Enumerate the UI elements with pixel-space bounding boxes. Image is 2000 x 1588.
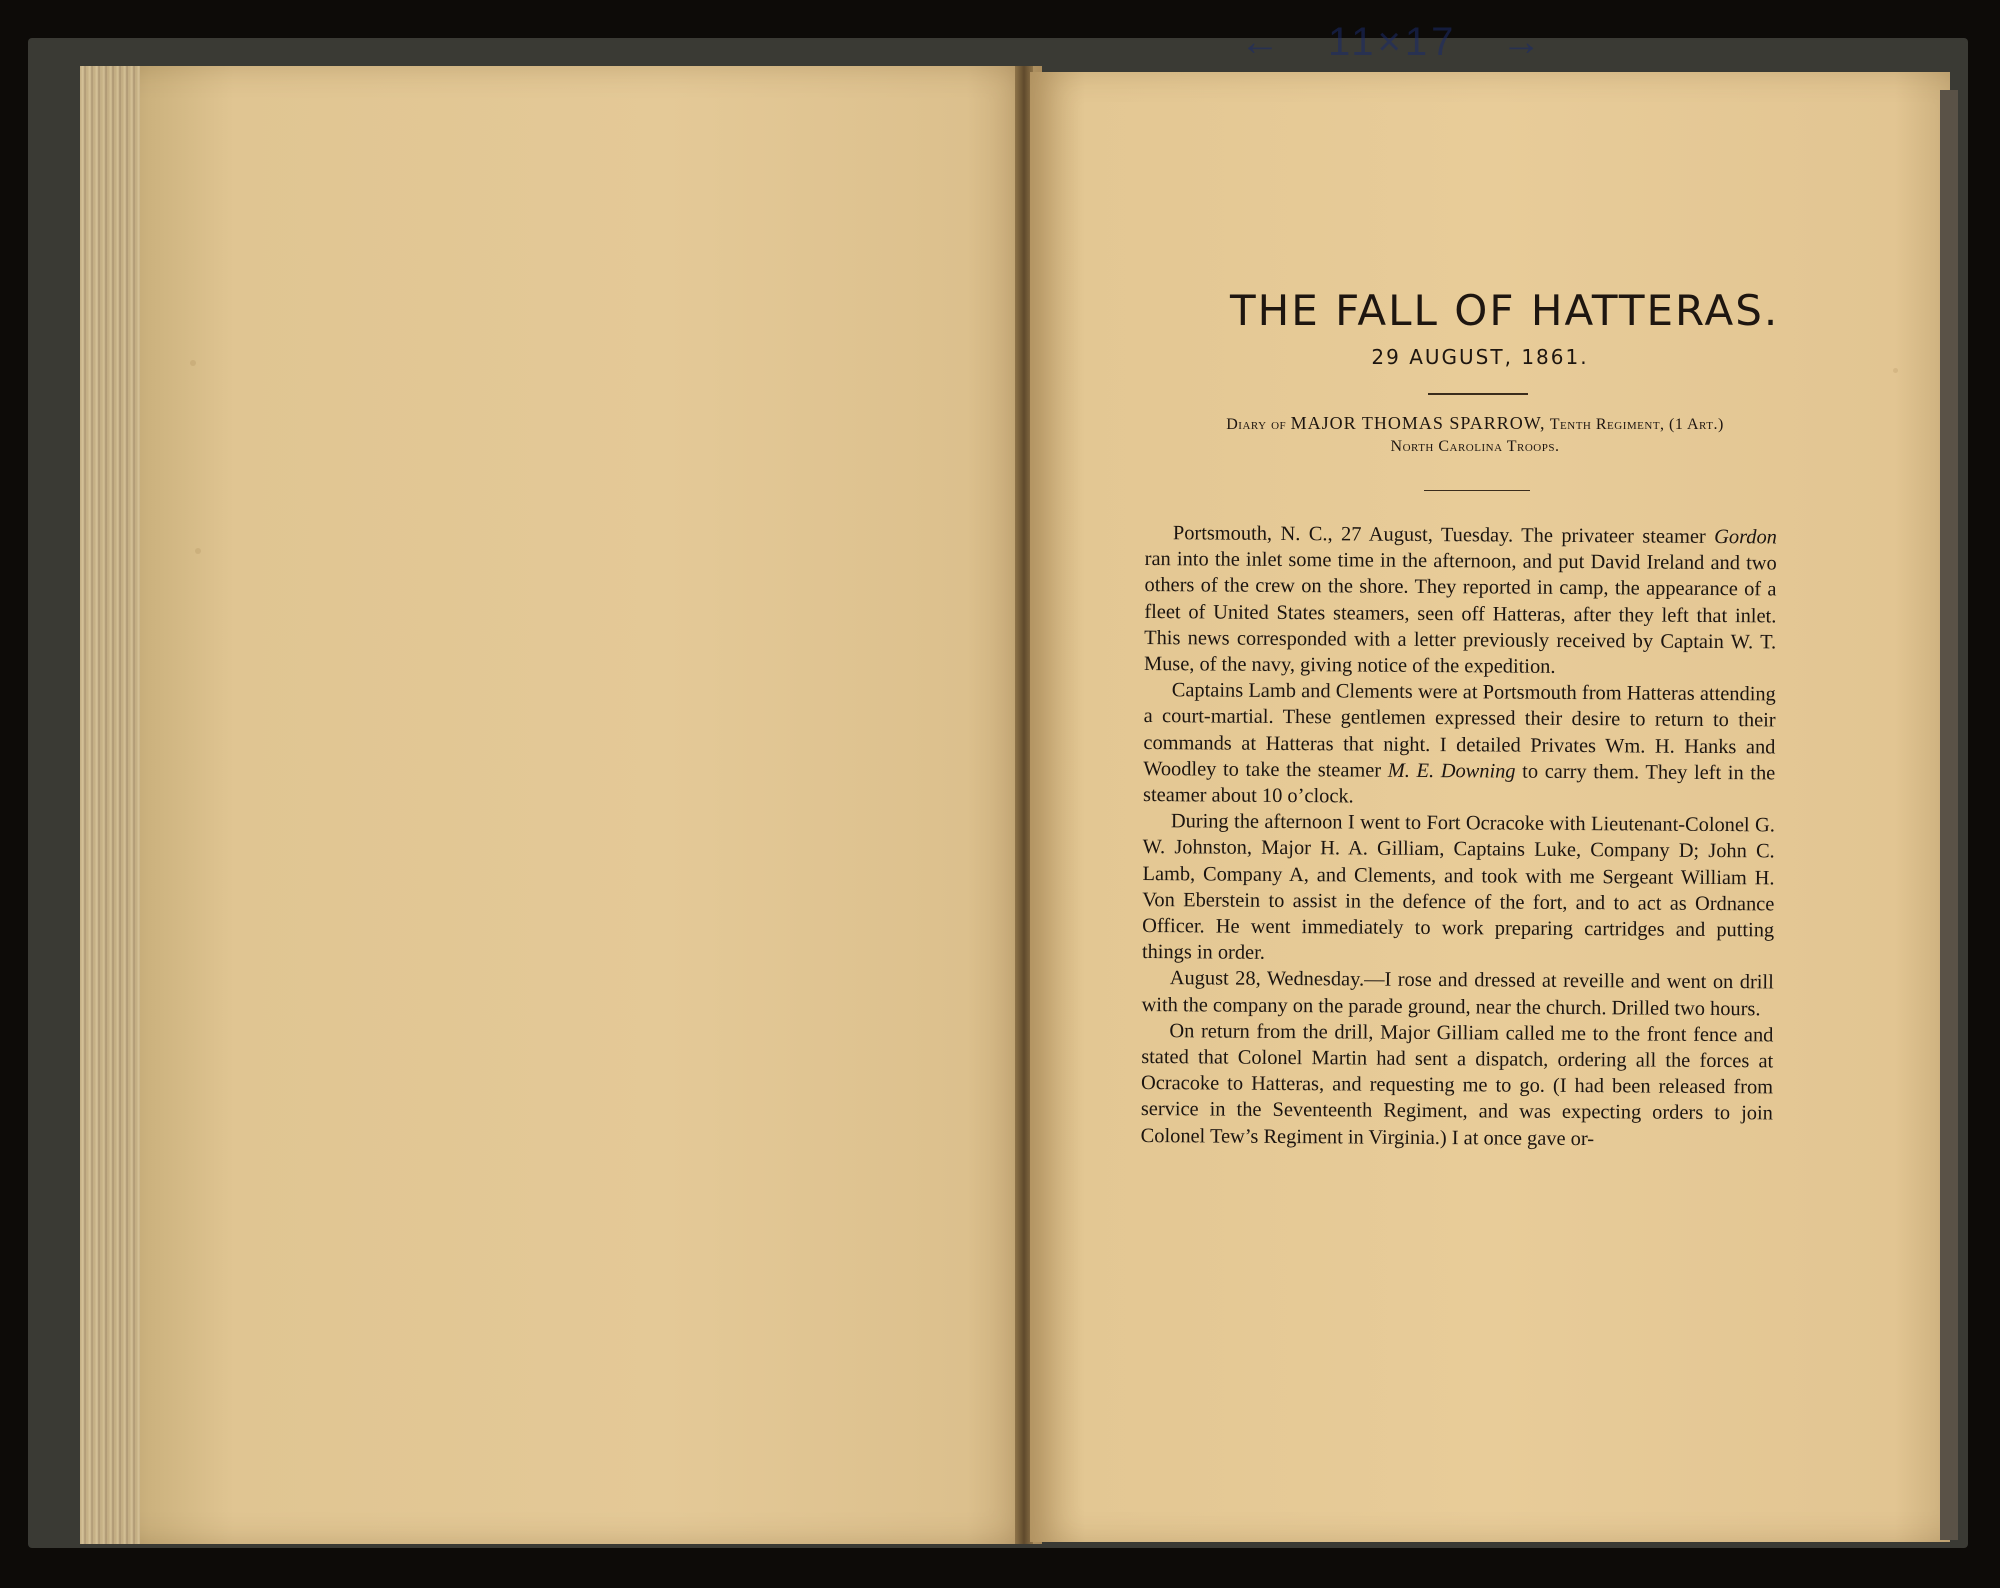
title-rule [1428,393,1528,395]
left-arrow-icon: ← [1240,20,1284,64]
right-arrow-icon: → [1501,20,1546,64]
subhead-prefix: Diary of [1226,416,1287,433]
subhead-regiment: Tenth Regiment, (1 Art.) [1549,416,1724,433]
diary-paragraph: Portsmouth, N. C., 27 August, Tuesday. The privateer steamer Gordon ran into the inlet some time in the afternoon, and put David Ireland and two others of the crew on the shore. They reported in camp, the appearance of a fleet of United States steamers, seen off Hatteras, after they left that inlet. This news corresponded with a letter previously received by Captain W. T. Muse, of the navy, giving notice of the expedition. [1143,522,1777,678]
diary-paragraph: August 28, Wednesday.—I rose and dressed at reveille and went on drill with the company on the parade ground, near the church. Drilled two hours. [1141,967,1774,1020]
subhead-troops: North Carolina Troops. [1390,438,1560,455]
diary-paragraph: During the afternoon I went to Fort Ocracoke with Lieutenant-Colonel G. W. Johnston, Major H. A. Gilliam, Captains Luke, Company D; John C. Lamb, Company A, and Clements, and took with me Sergeant William H. Von Eberstein to assist in the defence of the fort, and to act as Ordnance Officer. He went immediately to work preparing cartridges and putting things in order. [1141,810,1775,965]
title-date: 29 AUGUST, 1861. [1371,345,1589,369]
paper-speck [1893,368,1898,373]
right-cover-edge [1940,90,1958,1540]
diary-paragraph: Captains Lamb and Clements were at Portsmouth from Hatteras attending a court-martial. These gentlemen expressed their desire to return to their commands at Hatteras that night. I detailed Privates Wm. H. Hanks and Woodley to take the steamer M. E. Downing to carry them. They left in the steamer about 10 o’clock. [1143,679,1776,808]
diary-paragraph: On return from the drill, Major Gilliam called me to the front fence and stated that Colonel Martin had sent a dispatch, ordering all the forces at Ocracoke to Hatteras, and requesting me to go. (I had been released from service in the Seventeenth Regiment, and was expecting orders to join Colonel Tew’s Regiment in Virginia.) I at once gave or- [1140,1020,1774,1150]
paper-speck [190,360,196,366]
page-title: THE FALL OF HATTERAS. [1230,286,1780,335]
diary-body [1141,520,1777,1153]
size-label: 11×17 [1328,20,1458,64]
size-label-strip [1240,20,1600,64]
paper-speck [195,548,201,554]
subhead-rule [1424,490,1530,491]
page-edges [80,66,140,1544]
subhead-author: MAJOR THOMAS SPARROW, [1290,413,1546,433]
diary-subheading [1165,412,1785,458]
left-page-blank [80,66,1042,1544]
